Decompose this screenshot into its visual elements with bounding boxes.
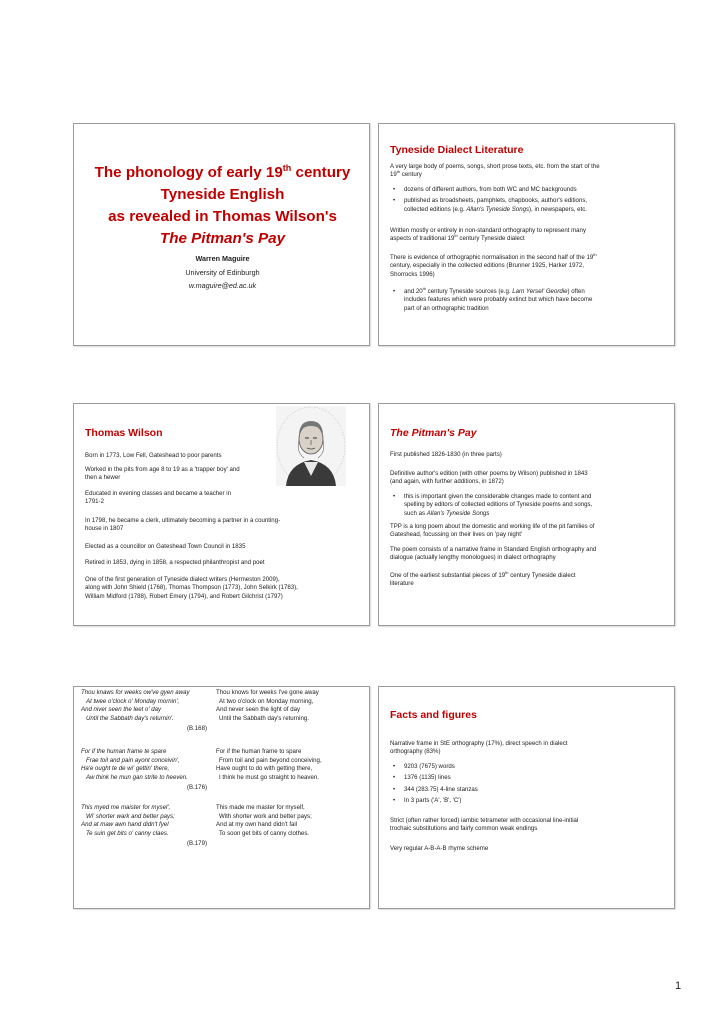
- stanza-dialect: This myed me maister for mysel', Wi' shorter wark and better pays; And at maw awn hand didn't fyel Te suin get bits o' canny claes.: [81, 804, 175, 837]
- stanza-standard: Thou knows for weeks I've gone away At two o'clock on Monday morning, And never seen the light of day Until the Sabbath day's returning.: [216, 689, 319, 722]
- bullet-item: • and 20th century Tyneside sources (e.g. Larn Yersel' Geordie) often includes features which were probably extinct but which have become part of an orthographic tradition: [390, 288, 670, 313]
- paragraph: Definitive author's edition (with other poems by Wilson) published in 1843 (and again, with further additions, in 1872): [390, 470, 588, 486]
- slide-thomas-wilson: [73, 403, 370, 626]
- bullet-item: • 1376 (1135) lines: [390, 774, 670, 782]
- bullet-list: [390, 186, 670, 214]
- citation: (B.176): [187, 784, 207, 791]
- slide-pitmans-pay: [378, 403, 675, 626]
- bullet-item: • 9203 (7675) words: [390, 763, 670, 771]
- affiliation: University of Edinburgh: [185, 268, 260, 277]
- page-number: 1: [675, 980, 682, 992]
- stanza-dialect: Thou knaws for weeks ow've gyen away At twee o'clock o' Monday mornin', And niver seen the leet o' day Until the Sabbath day's returnin'.: [81, 689, 190, 722]
- citation: (B.179): [187, 840, 207, 847]
- paragraph: Written mostly or entirely in non-standard orthography to represent many aspects of traditional 19th century Tyneside dialect: [390, 227, 586, 243]
- paragraph: The poem consists of a narrative frame in Standard English orthography and dialogue (actually lengthy monologues) in dialect orthography: [390, 546, 597, 562]
- slide-heading: Tyneside Dialect Literature: [390, 144, 524, 156]
- paragraph: Educated in evening classes and became a teacher in 1791-2: [85, 490, 232, 506]
- stanza-dialect: For if the human frame te spare Frae toil and pain ayont conceivin', Ha'e ought te de wi' gettin' there, Aw think he mun gan strite to heeven.: [81, 748, 188, 781]
- slide-heading: Facts and figures: [390, 709, 477, 721]
- paragraph: Strict (often rather forced) iambic tetrameter with occasional line-initial trochaic substitutions and fairly common weak endings: [390, 817, 579, 833]
- paragraph: One of the first generation of Tyneside dialect writers (Hermeston 2009), along with John Shield (1768), Thomas Thompson (1773), John Selkirk (1783), William Midford (1788), Robert Emery (1794), and Robert Gilchrist (1797): [85, 576, 298, 600]
- bullet-list: [390, 493, 670, 518]
- paragraph: In 1798, he became a clerk, ultimately becoming a partner in a counting- house in 1807: [85, 517, 281, 533]
- bullet-item: • published as broadsheets, pamphlets, chapbooks, author's editions, collected editions (e.g. Allan's Tyneside Songs), in newspapers, etc.: [390, 197, 670, 214]
- bullet-item: • 344 (283.75) 4-line stanzas: [390, 786, 670, 794]
- paragraph: Very regular A-B-A-B rhyme scheme: [390, 845, 489, 852]
- paragraph: Worked in the pits from age 8 to 19 as a 'trapper boy' and then a hewer: [85, 466, 240, 482]
- stanza-standard: For if the human frame to spare From toil and pain beyond conceiving, Have ought to do with getting there, I think he must go straight to heaven.: [216, 748, 322, 781]
- bullet-item: • this is important given the considerable changes made to content and spelling by editors of collected editions of Tyneside poems and songs, such as Allan's Tyneside Songs: [390, 493, 670, 518]
- paragraph: There is evidence of orthographic normalisation in the second half of the 19th century, especially in the collected editions (Brunner 1925, Harker 1972, Shorrocks 1996): [390, 251, 597, 278]
- title-line-2: Tyneside English: [160, 186, 285, 203]
- paragraph: Narrative frame in StE orthography (17%), direct speech in dialect orthography (83%): [390, 740, 568, 756]
- slide-heading: The Pitman's Pay: [390, 427, 477, 439]
- bullet-list: [390, 763, 670, 806]
- paragraph: Born in 1773, Low Fell, Gateshead to poor parents: [85, 452, 222, 459]
- email: w.maguire@ed.ac.uk: [188, 281, 257, 290]
- slide-facts-figures: [378, 686, 675, 909]
- slide-title: [73, 123, 370, 346]
- slide-poem-excerpts: [73, 686, 370, 909]
- title-line-1: The phonology of early 19th century: [94, 162, 351, 181]
- slide-tyneside-literature: [378, 123, 675, 346]
- bullet-item: • dozens of different authors, from both WC and MC backgrounds: [390, 186, 670, 194]
- slide-heading: Thomas Wilson: [85, 427, 163, 439]
- bullet-item: • In 3 parts ('A', 'B', 'C'): [390, 797, 670, 805]
- paragraph: A very large body of poems, songs, short prose texts, etc. from the start of the 19th century: [390, 163, 600, 179]
- citation: (B.168): [187, 725, 207, 732]
- stanza-standard: This made me master for myself, With shorter work and better pays; And at my own hand didn't fail To soon get bits of canny clothes.: [216, 804, 312, 837]
- paragraph: Retired in 1853, dying in 1858, a respected philanthropist and poet: [85, 559, 265, 566]
- portrait-image: [276, 406, 346, 486]
- paragraph: Elected as a councillor on Gateshead Town Council in 1835: [85, 543, 246, 550]
- author-name: Warren Maguire: [195, 254, 250, 263]
- title-line-3: as revealed in Thomas Wilson's: [108, 208, 337, 225]
- paragraph: First published 1826-1830 (in three parts): [390, 451, 502, 458]
- paragraph: One of the earliest substantial pieces of 19th century Tyneside dialect literature: [390, 569, 576, 588]
- title-line-4: The Pitman's Pay: [159, 230, 286, 247]
- bullet-list: [390, 285, 670, 313]
- paragraph: TPP is a long poem about the domestic and working life of the pit families of Gateshead, focussing on their lives on 'pay night': [390, 523, 595, 539]
